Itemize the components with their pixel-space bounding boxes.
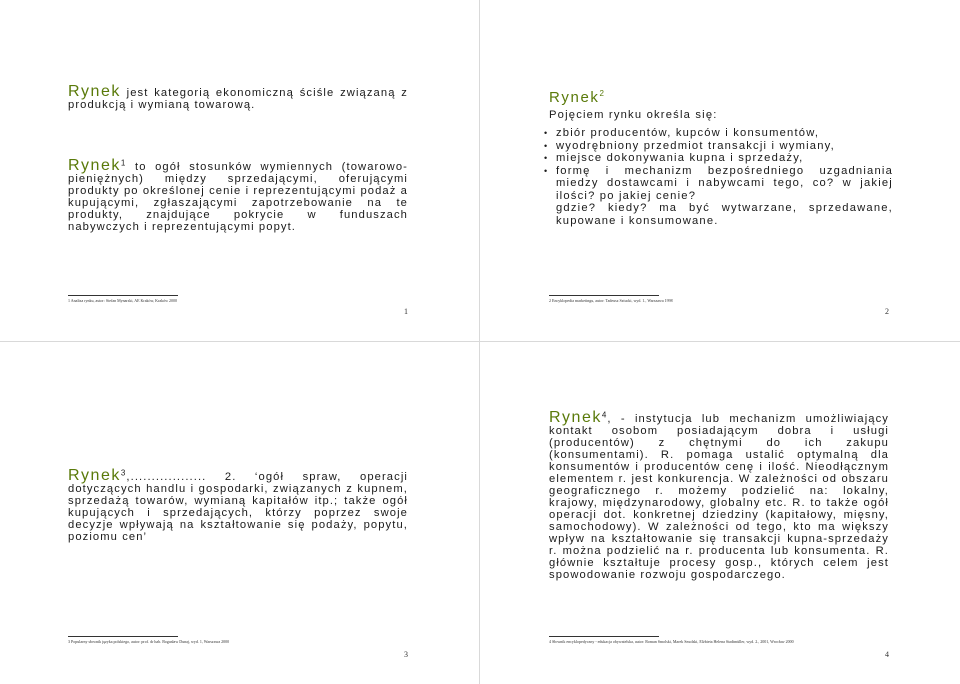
footnote-marker-2: 2 [599,89,606,98]
slide-1-paragraph-1 [68,83,408,111]
slide-3 [0,342,478,682]
slide-4-footnote: 4 Słownik encyklopedyczny - edukacja obywatelska, autor: Roman Smolski, Marek Smolski, Elżbieta Helena Stadtmüller, wyd. 2., 2001, Wrocław 2000 [549,639,794,644]
slide-1-footnote: 1 Analiza rynku, autor: Stefan Mynarski, AE Kraków, Kraków 2000 [68,298,178,303]
slide-3-paragraph [68,467,408,543]
footnote-marker-3: 3 [120,468,127,478]
slide-2-tail-text: gdzie? kiedy? ma być wytwarzane, sprzedawane, kupowane i konsumowane. [556,202,893,227]
footnote-rule [68,295,178,296]
vertical-divider [479,0,480,684]
slide-3-footnote: 3 Popularny słownik języka polskiego, autor: prof. dr hab. Bogusław Dunaj, wyd. 1, Warszawa 2000 [68,639,230,644]
bullet-item: • zbiór producentów, kupców i konsumentów, [543,127,893,140]
footnote-rule [549,636,659,637]
footnote-marker-4: 4 [601,410,608,420]
slide-2-bullet-list [543,127,893,202]
slide-3-title-word: Rynek [68,467,121,484]
slide-3-page-number: 3 [404,650,408,659]
footnote-rule [68,636,178,637]
slide-1 [0,0,478,340]
slide-1-title-word-2: Rynek [68,157,121,174]
slide-2-footnote: 2 Encyklopedia marketingu, autor: Tadeusz Sztucki, wyd. 1., Warszawa 1998 [549,298,673,303]
slide-1-paragraph-2 [68,157,408,233]
slide-1-title-word-1: Rynek [68,83,121,100]
bullet-item: • wyodrębniony przedmiot transakcji i wymiany, [543,140,893,153]
slide-2-title-text: Rynek [549,89,600,106]
slide-4-paragraph-text: , - instytucja lub mechanizm umożliwiający kontakt osobom posiadającym dobra i usługi (producentów) z chętnymi do ich zakupu (konsumentami). R. pomaga ustalić optymalną dla konsumentów i producentów cenę i ilość. Nieodłącznym elementem r. jest konkurencja. W zależności od obszaru geograficznego r. możemy podzielić na: lokalny, krajowy, międzynarodowy, globalny etc. R. to także ogół operacji dot. konkretnej dziedziny (kapitałowy, mięsny, samochodowy). W zależności od tego, kto ma większy wpływ na kształtowanie się transakcji kupna-sprzedaży r. można podzielić na r. producenta lub konsumenta. R. głównie kształtuje procesy gosp., których celem jest spowodowanie rozwoju gospodarczego. [549,413,889,581]
slide-2-title [549,89,606,106]
slide-3-paragraph-text: ,.................. 2. ‘ogół spraw, operacji dotyczących handlu i gospodarki, związanych z kupnem, sprzedażą towarów, wymianą kapitałów itp.; także ogół kupujących i sprzedających, którzy poprzez swoje decyzje wpływają na kształtowanie się podaży, popytu, poziomu cen’ [68,471,408,543]
slide-4-page-number: 4 [885,650,889,659]
bullet-item: • miejsce dokonywania kupna i sprzedaży, [543,152,893,165]
footnote-marker-1: 1 [120,158,127,168]
slide-4-paragraph [549,409,889,581]
slide-2-page-number: 2 [885,307,889,316]
slide-2-intro: Pojęciem rynku określa się: [549,109,718,121]
bullet-item: • formę i mechanizm bezpośredniego uzgadniania miedzy dostawcami i nabywcami tego, co? w jakiej ilości? po jakiej cenie? [543,165,893,203]
slide-1-paragraph-1-text: jest kategorią ekonomiczną ściśle związaną z produkcją i wymianą towarową. [68,87,408,111]
slide-4 [481,342,959,682]
slide-1-page-number: 1 [404,307,408,316]
footnote-rule [549,295,659,296]
slide-2 [481,0,959,340]
slide-1-paragraph-2-text: to ogół stosunków wymiennych (towarowo-pieniężnych) między sprzedającymi, oferującymi produkty po określonej cenie i reprezentującymi podaż a kupującymi, zgłaszającymi zapotrzebowanie na te produkty, znajdujące pokrycie w funduszach nabywczych i reprezentującymi popyt. [68,161,408,233]
slide-4-title-word: Rynek [549,409,602,426]
